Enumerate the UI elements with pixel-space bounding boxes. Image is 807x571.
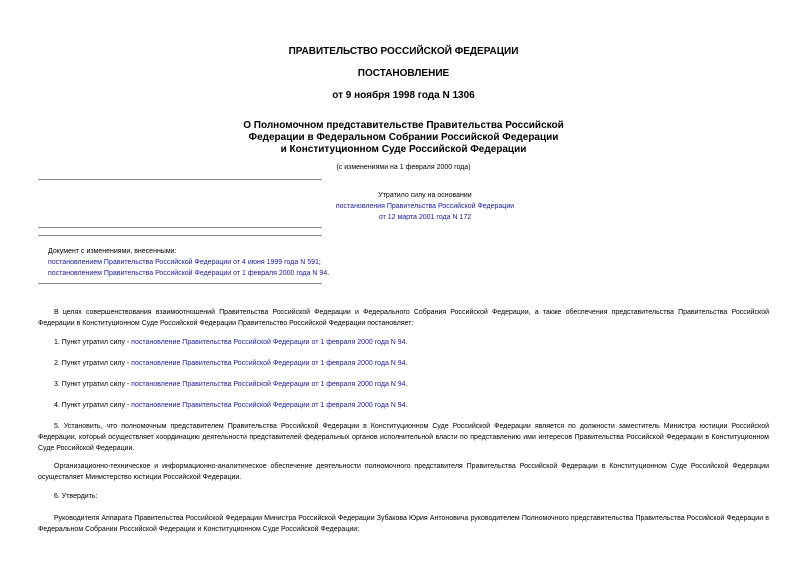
item-link[interactable]: постановление Правительства Российской Федерации от 1 февраля 2000 года N 94: [131, 381, 406, 388]
item-suffix: .: [405, 381, 408, 388]
divider-rule: [38, 283, 322, 284]
list-item: [54, 337, 769, 348]
divider-rule: [38, 235, 322, 236]
amendment-link-2[interactable]: постановлением Правительства Российской Федерации от 1 февраля 2000 года N 94: [48, 270, 328, 277]
list-item: [54, 358, 769, 369]
divider-rule: [38, 179, 322, 180]
amendment-link-1[interactable]: постановлением Правительства Российской Федерации от 4 июня 1999 года N 591: [48, 259, 319, 266]
list-item: [54, 379, 769, 390]
item-prefix: 4. Пункт утратил силу -: [54, 402, 132, 409]
item-link[interactable]: постановление Правительства Российской Федерации от 1 февраля 2000 года N 94: [131, 402, 406, 409]
revision-note: (с изменениями на 1 февраля 2000 года): [336, 164, 471, 171]
government-heading: ПРАВИТЕЛЬСТВО РОССИЙСКОЙ ФЕДЕРАЦИИ: [288, 46, 519, 57]
item-prefix: 1. Пункт утратил силу -: [54, 339, 132, 346]
item-prefix: 2. Пункт утратил силу -: [54, 360, 132, 367]
title-line-1: О Полномочном представительстве Правительства Российской: [243, 120, 564, 131]
divider-rule: [38, 227, 322, 228]
repeal-link[interactable]: [300, 201, 550, 223]
amendment-separator: ;: [318, 259, 321, 266]
document-type: ПОСТАНОВЛЕНИЕ: [357, 68, 450, 79]
document-date-number: от 9 ноября 1998 года N 1306: [332, 90, 475, 101]
title-line-2: Федерации в Федеральном Собрании Российской Федерации: [248, 132, 559, 143]
amendment-separator: .: [327, 270, 330, 277]
preamble-paragraph: В целях совершенствования взаимоотношений Правительства Российской Федерации и Федерального Собрания Российской Федерации, а также обеспечения представительства Правительства Российской Федерации в Конституционном Суде Российской Федерации Правительство Российской Федерации постановляет:: [38, 309, 769, 327]
item-link[interactable]: постановление Правительства Российской Федерации от 1 февраля 2000 года N 94: [131, 339, 406, 346]
repeal-link-line-1[interactable]: постановления Правительства Российской Федерации: [335, 203, 515, 210]
list-item: [54, 400, 769, 411]
support-paragraph: Организационно-техническое и информационно-аналитическое обеспечение деятельности полномочного представителя Правительства Российской Федерации в Конституционном Суде Российской Федерации осуществляет Министерство юстиции Российской Федерации.: [38, 463, 769, 481]
item-prefix: 3. Пункт утратил силу -: [54, 381, 132, 388]
item-suffix: .: [405, 339, 408, 346]
repeal-link-line-2[interactable]: от 12 марта 2001 года N 172: [378, 214, 472, 221]
item-link[interactable]: постановление Правительства Российской Федерации от 1 февраля 2000 года N 94: [131, 360, 406, 367]
amendments-block: [48, 246, 348, 279]
item-suffix: .: [405, 360, 408, 367]
title-line-3: и Конституционном Суде Российской Федерации: [280, 144, 527, 155]
item-5-paragraph: 5. Установить, что полномочным представителем Правительства Российской Федерации в Конституционном Суде Российской Федерации является по должности заместитель Министра юстиции Российской Федерации, который осуществляет координацию деятельности представителей федеральных органов исполнительной власти по представлению ими интересов Правительства Российской Федерации в Конституционном Суде Российской Федерации.: [38, 423, 769, 452]
repeal-notice-text: Утратило силу на основании: [378, 192, 472, 199]
amendments-intro: Документ с изменениями, внесенными:: [48, 248, 177, 255]
amendment-entry: [48, 268, 348, 279]
item-suffix: .: [405, 402, 408, 409]
amendment-entry: [48, 257, 348, 268]
document-title: [0, 120, 807, 156]
repeal-notice: [300, 190, 550, 223]
item-6-paragraph: 6. Утвердить:: [54, 493, 98, 500]
head-appointment-paragraph: Руководителя Аппарата Правительства Российской Федерации Министра Российской Федерации Зубакова Юрия Антоновича руководителем Полномочного представительства Правительства Российской Федерации в Федеральном Собрании Российской Федерации и Конституционном Суде Российской Федерации;: [38, 515, 769, 533]
